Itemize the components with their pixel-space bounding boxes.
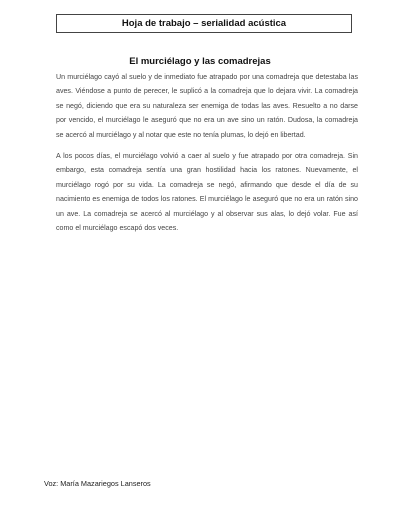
worksheet-title: Hoja de trabajo – serialidad acústica xyxy=(121,18,287,29)
story-body xyxy=(56,70,358,242)
worksheet-header-box xyxy=(56,14,352,33)
story-title: El murciélago y las comadrejas xyxy=(129,56,271,67)
story-paragraph-1: Un murciélago cayó al suelo y de inmediato fue atrapado por una comadreja que detestaba las aves. Viéndose a punto de perecer, le suplicó a la comadreja que lo dejara vivir. La comadreja se negó, diciendo que era su naturaleza ser enemiga de todas las aves. Resuelto a no darse por vencido, el murciélago le aseguró que no era un ave sino un ratón. Dudosa, la comadreja se acercó al murciélago y al notar que este no tenía plumas, lo dejó en libertad. xyxy=(56,73,358,139)
voice-credit: Voz: María Mazariegos Lanseros xyxy=(44,479,151,488)
story-paragraph-2: A los pocos días, el murciélago volvió a caer al suelo y fue atrapado por otra comadreja. Sin embargo, esta comadreja sentía una gran hostilidad hacia los ratones. Nuevamente, el murciélago rogó por su vida. La comadreja se negó, afirmando que desde el día de su nacimiento es enemiga de todos los ratones. El murciélago le aseguró que no era un ratón sino un ave. La comadreja se acercó al murciélago y al observar sus alas, lo dejó volar. Fue así como el murciélago escapó dos veces. xyxy=(56,152,358,233)
